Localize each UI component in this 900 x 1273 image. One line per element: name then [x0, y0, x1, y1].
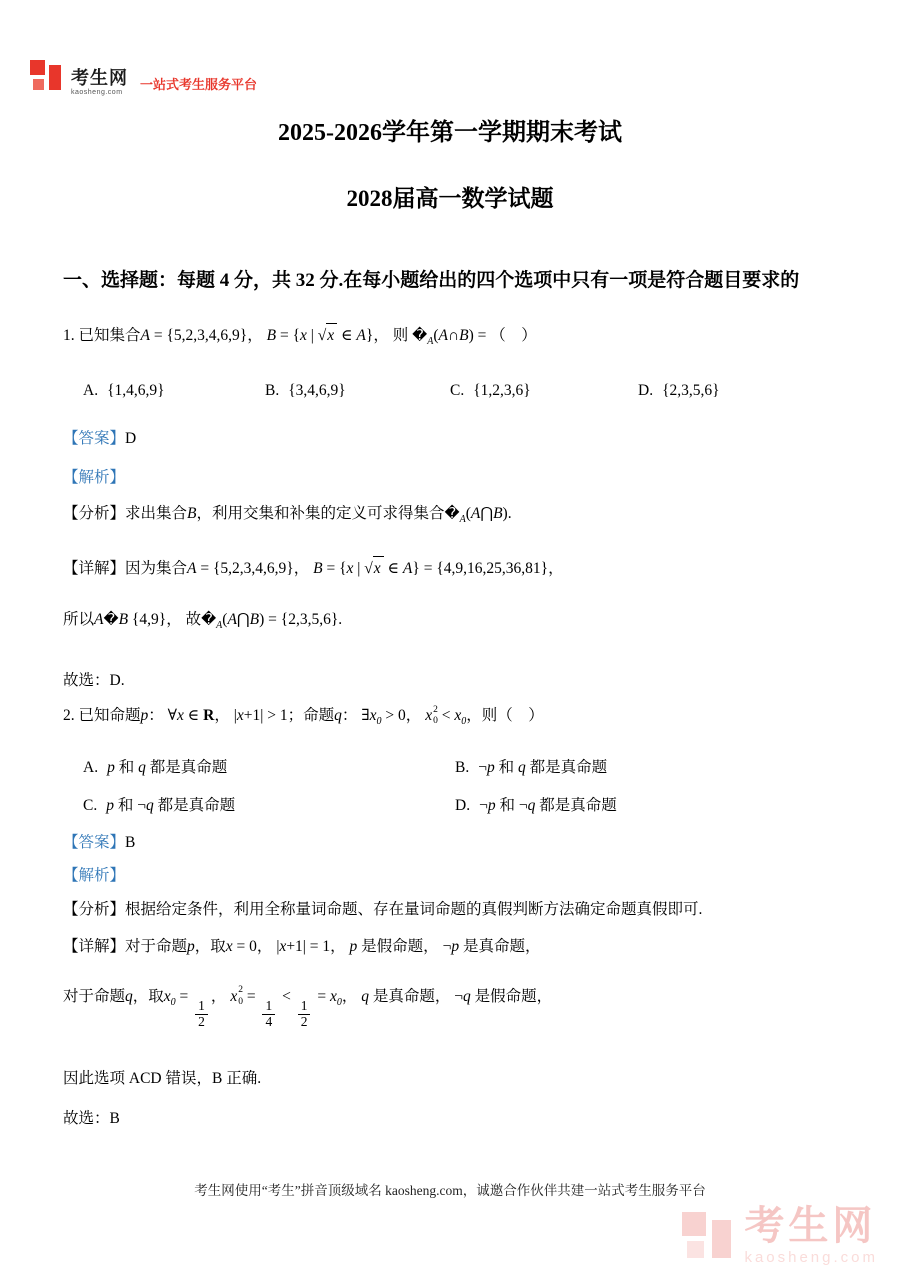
segment-v: p — [451, 937, 460, 955]
segment-cn: ， — [210, 987, 231, 1005]
segment-m: ⋂ — [236, 610, 250, 628]
q1-fenxi-line — [63, 502, 837, 528]
segment-v: p — [106, 796, 114, 814]
paper-title: 2028届高一数学试题 — [346, 186, 554, 211]
segment-m: ( — [222, 610, 228, 628]
logo-block — [30, 60, 45, 75]
segment-m: {1,4,6,9} — [107, 382, 165, 400]
segment-v: B — [493, 505, 503, 523]
q2-options — [63, 756, 837, 818]
segment-sb: 0 — [376, 716, 382, 728]
segment-b: R — [203, 707, 215, 725]
segment-sb: A — [427, 335, 434, 347]
segment-sb: 0 — [336, 996, 342, 1008]
segment-cn: ，取 — [194, 937, 226, 955]
segment-cn: 都是真命题 — [145, 758, 228, 776]
jiexi-label: 【解析】 — [63, 469, 126, 487]
segment-v: q — [125, 987, 133, 1005]
segment-cn: ， — [293, 559, 314, 577]
segment-m: {3,4,6,9} — [288, 382, 346, 400]
segment-sqrt: √ x — [364, 556, 383, 581]
segment-cn: 是假命题， — [470, 987, 553, 1005]
q1-stem — [63, 323, 837, 350]
segment-v: q — [145, 796, 154, 814]
segment-m: = { — [276, 326, 301, 344]
q2-option-a: A. p 和 q 都是真命题 — [83, 758, 228, 776]
answer-value: D — [125, 430, 137, 448]
segment-m: ( — [433, 326, 439, 344]
segment-m: {1,2,3,6} — [473, 382, 531, 400]
segment-m: } — [365, 326, 374, 344]
q1-option-a: A. {1,4,6,9} — [83, 382, 165, 400]
answer-value: B — [125, 833, 136, 851]
segment-m: ∈ — [183, 707, 204, 725]
segment-v: p — [107, 758, 115, 776]
segment-cn: ，则（ ） — [466, 707, 544, 725]
segment-rc: � — [201, 610, 217, 628]
segment-v: B — [459, 326, 469, 344]
segment-m: | — [276, 937, 280, 955]
q2-guxuan-line: 故选：B — [63, 1110, 120, 1128]
segment-m: = { — [322, 559, 347, 577]
segment-m: {2,3,5,6} — [662, 382, 720, 400]
q1-option-d: D. {2,3,5,6} — [638, 382, 720, 400]
segment-v: B — [118, 610, 129, 628]
segment-cn: 是真命题， — [368, 987, 455, 1005]
segment-cn: ， — [247, 326, 267, 344]
document-body — [0, 112, 900, 1131]
segment-m: ∩ — [447, 326, 460, 344]
segment-frac: $\frac{1}{4}$ — [262, 999, 275, 1030]
segment-v: x — [236, 707, 244, 725]
watermark-brand: 考生网 — [744, 1204, 877, 1248]
segment-v: p — [487, 796, 496, 814]
segment-v: B — [266, 326, 277, 344]
segment-v: q — [361, 987, 369, 1005]
segment-rc: � — [444, 505, 460, 523]
segment-v: p — [187, 937, 195, 955]
segment-rc: � — [412, 326, 428, 344]
segment-cn: 对于命题 — [63, 987, 126, 1005]
answer-label: 【答案】 — [63, 430, 126, 448]
segment-m: ¬ — [454, 987, 463, 1005]
segment-v: x — [279, 937, 287, 955]
segment-frac: $\frac{1}{2}$ — [298, 999, 311, 1030]
segment-m: = {5,2,3,4,6,9} — [149, 326, 248, 344]
segment-sb: A — [459, 514, 466, 526]
segment-m: = 0 — [232, 937, 257, 955]
segment-m: ) = — [468, 326, 491, 344]
watermark-domain: kaosheng.com — [744, 1249, 878, 1266]
segment-m: ⋂ — [480, 505, 494, 523]
q1-options — [63, 379, 837, 403]
q2-jiexi-line — [63, 864, 837, 888]
segment-m: +1| > 1 — [243, 707, 288, 725]
segment-cn: ， — [548, 559, 564, 577]
segment-sb: A — [216, 619, 223, 631]
segment-cn: 和 — [494, 758, 518, 776]
segment-cn: ， 故 — [166, 610, 202, 628]
segment-cn: ， — [330, 937, 350, 955]
segment-m: ∈ — [337, 326, 357, 344]
q2-yinci-line: 因此选项 ACD 错误，B 正确. — [63, 1070, 262, 1088]
segment-cn: 和 — [113, 796, 138, 814]
segment-cn: 是真命题， — [459, 937, 541, 955]
segment-v: x — [300, 326, 307, 344]
segment-vss: x 2 0 — [425, 704, 438, 727]
segment-m: {4,9} — [128, 610, 167, 628]
segment-m: | — [233, 707, 237, 725]
segment-m: ¬ — [137, 796, 146, 814]
q2-duiyu-line — [63, 985, 837, 1030]
segment-v: B — [187, 505, 197, 523]
q2-option-d: D. ¬p 和 ¬q 都是真命题 — [455, 796, 617, 814]
segment-v: x — [163, 987, 171, 1005]
segment-cn: 都是真命题 — [153, 796, 236, 814]
segment-v: A — [438, 326, 448, 344]
brand-tagline: 一站式考生服务平台 — [140, 77, 258, 92]
segment-cn: 【详解】对于命题 — [63, 937, 188, 955]
segment-cn: （ ） — [490, 326, 537, 344]
q2-option-b: B. ¬p 和 q 都是真命题 — [455, 758, 608, 776]
segment-cn: ， — [405, 707, 426, 725]
segment-m: ∈ — [383, 559, 403, 577]
header-logo — [30, 54, 900, 96]
segment-cn: 2. 已知命题 — [63, 707, 141, 725]
segment-v: B — [313, 559, 323, 577]
segment-v: x — [454, 707, 462, 725]
q2-option-c: C. p 和 ¬q 都是真命题 — [83, 796, 236, 814]
watermark-text — [744, 1206, 878, 1265]
q2-stem — [63, 704, 837, 730]
segment-v: q — [463, 987, 471, 1005]
segment-v: A — [227, 610, 237, 628]
q1-jiexi-line — [63, 466, 837, 490]
logo-block — [49, 65, 61, 90]
q2-answer-line — [63, 831, 837, 855]
q1-option-b: B. {3,4,6,9} — [265, 382, 346, 400]
segment-sqrt: √ x — [318, 323, 337, 348]
segment-v: q — [334, 707, 342, 725]
segment-m: = — [175, 987, 193, 1005]
segment-frac: $\frac{1}{2}$ — [195, 999, 208, 1030]
segment-v: q — [517, 758, 526, 776]
segment-v: B — [249, 610, 260, 628]
watermark-block — [682, 1212, 706, 1236]
segment-v: A — [187, 559, 197, 577]
brand-domain: kaosheng.com — [71, 89, 123, 96]
segment-sb: 0 — [170, 996, 176, 1008]
segment-m: } = {4,9,16,25,36,81} — [412, 559, 549, 577]
answer-label: 【答案】 — [63, 833, 126, 851]
watermark — [682, 1206, 878, 1265]
segment-v: x — [177, 707, 184, 725]
segment-cn: ，取 — [132, 987, 164, 1005]
segment-cn: ， 则 — [373, 326, 413, 344]
jiexi-label: 【解析】 — [63, 866, 126, 884]
watermark-block — [687, 1241, 704, 1258]
segment-m: ¬ — [442, 937, 452, 955]
segment-cn: 【分析】根据给定条件，利用全称量词命题、存在量词命题的真假判断方法确定命题真假即可. — [63, 900, 703, 918]
segment-m: ¬ — [478, 758, 487, 776]
segment-cn: 是假命题， — [357, 937, 443, 955]
segment-cn: 【分析】求出集合 — [63, 505, 188, 523]
q2-xiangjie-line — [63, 935, 837, 959]
segment-rc: � — [103, 610, 119, 628]
brand-text — [71, 69, 128, 96]
footer-text: 考生网使用“考生”拼音顶级域名 kaosheng.com，诚邀合作伙伴共建一站式考生服务平台 — [194, 1183, 706, 1198]
segment-v: x — [346, 559, 354, 577]
segment-m: ∀ — [167, 707, 178, 725]
segment-cn: 所以 — [63, 610, 95, 628]
segment-m: ). — [502, 505, 512, 523]
segment-v: A — [94, 610, 104, 628]
segment-cn: 都是真命题 — [535, 796, 617, 814]
segment-v: A — [402, 559, 413, 577]
segment-v: p — [349, 937, 358, 955]
segment-m: ∃ — [361, 707, 370, 725]
segment-m: ¬ — [479, 796, 488, 814]
segment-sb: 0 — [461, 716, 467, 728]
watermark-block — [712, 1220, 731, 1258]
segment-cn: ，利用交集和补集的定义可求得集合 — [196, 505, 445, 523]
segment-v: A — [356, 326, 366, 344]
segment-cn: ， — [341, 987, 362, 1005]
segment-m: | — [353, 559, 365, 577]
segment-m: | — [306, 326, 318, 344]
segment-vss: x 2 0 — [230, 985, 243, 1007]
segment-v: A — [470, 505, 481, 523]
segment-v: x — [369, 707, 377, 725]
segment-m: > 0 — [381, 707, 406, 725]
segment-cn: 和 — [114, 758, 139, 776]
segment-cn: ： — [148, 707, 168, 725]
logo-block — [33, 79, 44, 90]
segment-v: x — [225, 937, 233, 955]
segment-m: = {5,2,3,4,6,9} — [196, 559, 294, 577]
exam-title: 2025-2026学年第一学期期末考试 — [278, 120, 622, 146]
segment-cn: ；命题 — [287, 707, 335, 725]
segment-m: < — [278, 987, 295, 1005]
segment-v: A — [140, 326, 150, 344]
q1-xiangjie-line — [63, 556, 837, 581]
segment-cn: 【详解】因为集合 — [63, 559, 188, 577]
segment-v: p — [140, 707, 149, 725]
segment-m: = — [313, 987, 330, 1005]
segment-v: x — [329, 987, 337, 1005]
segment-cn: 1. 已知集合 — [63, 326, 141, 344]
segment-cn: ， — [256, 937, 277, 955]
segment-cn: ， — [214, 707, 234, 725]
segment-m: ( — [465, 505, 471, 523]
kaosheng-logo-icon — [30, 58, 64, 96]
segment-m: < — [437, 707, 455, 725]
segment-m: +1| = 1 — [286, 937, 331, 955]
segment-cn: 和 — [495, 796, 519, 814]
segment-cn: ： — [341, 707, 362, 725]
q1-suoyi-line — [63, 608, 837, 634]
q2-fenxi-line — [63, 898, 837, 922]
q1-answer-line — [63, 427, 837, 451]
segment-m: ¬ — [518, 796, 528, 814]
segment-cn: 都是真命题 — [525, 758, 608, 776]
segment-v: p — [486, 758, 495, 776]
segment-m: ) = {2,3,5,6}. — [259, 610, 343, 628]
kaosheng-watermark-icon — [682, 1208, 734, 1264]
segment-v: q — [138, 758, 146, 776]
q1-guxuan-line: 故选：D. — [63, 672, 125, 690]
segment-v: q — [527, 796, 536, 814]
segment-m: = — [242, 987, 260, 1005]
section-heading: 一、选择题：每题 4 分，共 32 分.在每小题给出的四个选项中只有一项是符合题目要求的 — [63, 270, 800, 291]
brand-name: 考生网 — [71, 68, 128, 88]
q1-option-c: C. {1,2,3,6} — [450, 382, 531, 400]
